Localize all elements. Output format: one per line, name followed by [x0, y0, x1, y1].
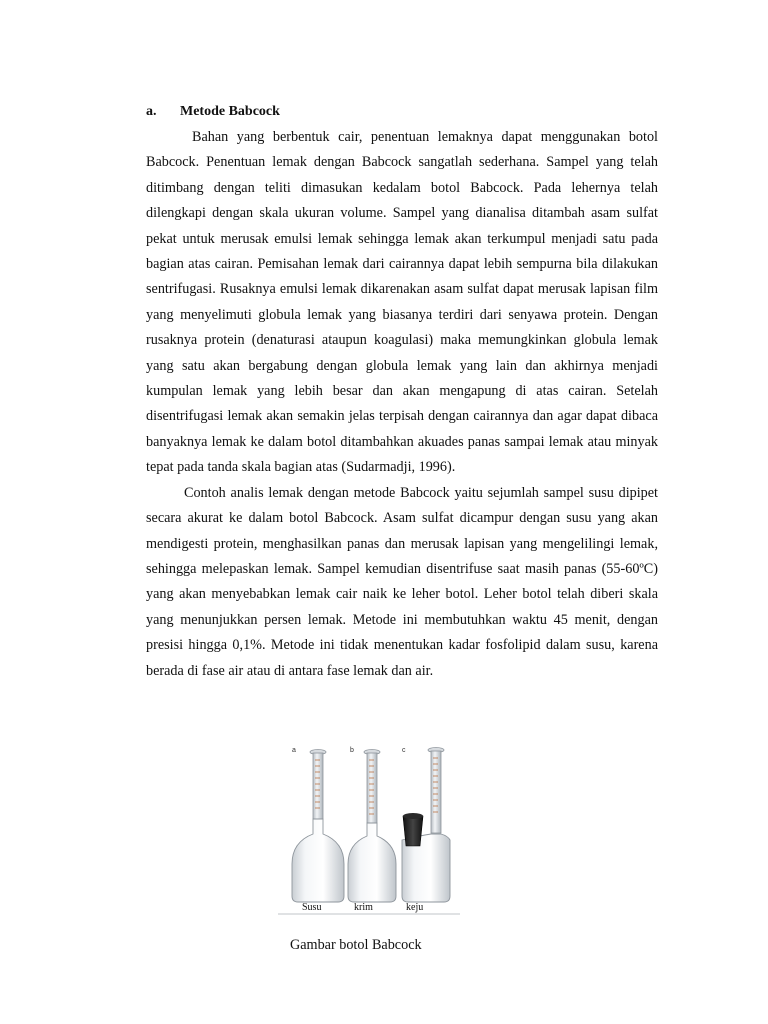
- bottle-krim: [348, 750, 396, 903]
- babcock-bottles-figure: [278, 742, 460, 918]
- bottle-keju: [402, 748, 450, 903]
- panel-letter-c: c: [402, 747, 406, 754]
- paragraph-2: Contoh analis lemak dengan metode Babcock yaitu sejumlah sampel susu dipipet secara akurat ke dalam botol Babcock. Asam sulfat dicampur dengan susu yang akan mendigesti protein, menghasilkan panas dan merusak lapisan yang mengelilingi lemak, sehingga melepaskan lemak. Sampel kemudian disentrifuse saat masih panas (55-60ºC) yang akan menyebabkan lemak cair naik ke leher botol. Leher botol telah diberi skala yang menunjukkan persen lemak. Metode ini membutuhkan waktu 45 menit, dengan presisi hingga 0,1%. Metode ini tidak menentukan kadar fosfolipid dalam susu, karena berada di fase air atau di antara fase lemak dan air.: [146, 484, 658, 679]
- section-number: a.: [146, 104, 157, 119]
- paragraph-1: Bahan yang berbentuk cair, penentuan lemaknya dapat menggunakan botol Babcock. Penentuan lemak dengan Babcock sangatlah sederhana. Sampel yang telah ditimbang dengan teliti dimasukan kedalam botol Babcock. Pada lehernya telah dilengkapi dengan skala ukuran volume. Sampel yang dianalisa ditambah asam sulfat pekat untuk merusak emulsi lemak sehingga lemak akan terkumpul menjadi satu pada bagian atas cairan. Pemisahan lemak dari cairannya dapat lebih sempurna bila dilakukan sentrifugasi. Rusaknya emulsi lemak dikarenakan asam sulfat dapat merusak lapisan film yang menyelimuti globula lemak yang biasanya terdiri dari senyawa protein. Dengan rusaknya protein (denaturasi ataupun koagulasi) maka memungkinkan globula lemak yang satu akan bergabung dengan globula lemak yang lain dan akhirnya menjadi kumpulan lemak yang lebih besar dan akan mengapung di atas cairan. Setelah disentrifugasi lemak akan semakin jelas terpisah dengan cairannya dan agar dapat dibaca banyaknya lemak ke dalam botol ditambahkan akuades panas sampai lemak atau minyak tepat pada tanda skala bagian atas (Sudarmadji, 1996).: [146, 129, 658, 476]
- figure-caption: Gambar botol Babcock: [290, 937, 422, 953]
- label-susu: Susu: [302, 902, 322, 913]
- section-heading: [146, 102, 280, 122]
- section-title: Metode Babcock: [180, 104, 280, 119]
- body-text: [146, 125, 658, 684]
- bottle-susu: [292, 750, 344, 903]
- label-krim: krim: [354, 902, 373, 913]
- panel-letter-b: b: [350, 747, 354, 754]
- label-keju: keju: [406, 902, 424, 913]
- panel-letter-a: a: [292, 747, 296, 754]
